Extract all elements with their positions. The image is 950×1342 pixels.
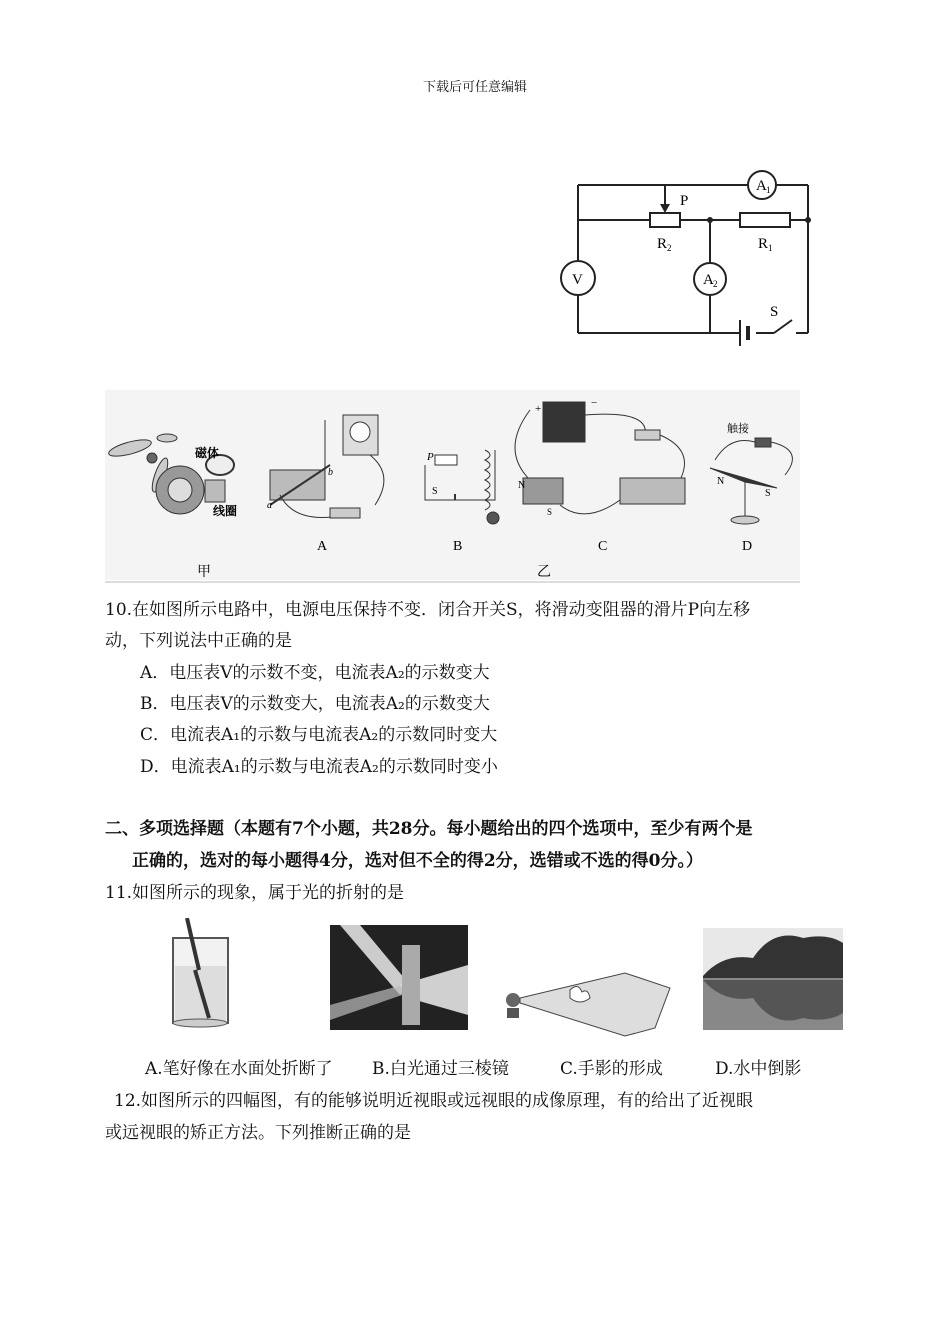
svg-text:1: 1 [768, 243, 773, 253]
label-jia: 甲 [197, 565, 211, 580]
svg-text:S: S [765, 488, 771, 499]
label-b: B [453, 539, 463, 554]
svg-text:N: N [518, 480, 526, 491]
label-r2: R [657, 236, 668, 252]
section2-heading-line2: 正确的，选对的每小题得4分，选对但不全的得2分，选错或不选的得0分。） [132, 851, 703, 871]
q11-option-a: A.笔好像在水面处折断了 [145, 1059, 333, 1079]
q10-option-c: C．电流表A₁的示数与电流表A₂的示数同时变大 [140, 725, 498, 745]
slider-arrow-icon [660, 204, 670, 213]
switch-s [774, 320, 792, 333]
q11-figure-b-prism [330, 925, 468, 1030]
resistor-r2 [650, 213, 680, 227]
q11-option-b: B.白光通过三棱镜 [372, 1059, 509, 1079]
svg-text:N: N [717, 476, 725, 487]
svg-text:线圈: 线圈 [213, 504, 238, 518]
devices-figure [105, 390, 800, 585]
q10-option-b: B．电压表V的示数变大，电流表A₂的示数变大 [140, 694, 490, 714]
label-r1: R [758, 236, 769, 252]
q11-option-c: C.手影的形成 [560, 1059, 663, 1079]
svg-text:2: 2 [713, 279, 718, 289]
svg-text:1: 1 [766, 185, 771, 195]
svg-text:+: + [535, 403, 542, 415]
page-header: 下载后可任意编辑 [422, 80, 527, 95]
q11-figure-a-pen-in-glass [165, 918, 235, 1028]
q12-stem-line2: 或远视眼的矫正方法。下列推断正确的是 [105, 1123, 411, 1143]
circuit-diagram [560, 160, 820, 360]
label-a1: A [756, 178, 767, 194]
svg-text:S: S [547, 507, 553, 517]
svg-text:P: P [427, 451, 434, 463]
q11-option-d: D.水中倒影 [715, 1059, 802, 1079]
label-c: C [598, 539, 608, 554]
label-v: V [572, 272, 583, 288]
label-p: P [680, 193, 689, 209]
section2-heading-line1: 二、多项选择题（本题有7个小题，共28分。每小题给出的四个选项中，至少有两个是 [105, 819, 753, 839]
q10-stem-line2: 动，下列说法中正确的是 [105, 631, 292, 651]
label-d: D [742, 539, 753, 554]
q12-stem-line1: 12.如图所示的四幅图，有的能够说明近视眼或远视眼的成像原理，有的给出了近视眼 [114, 1091, 754, 1111]
q11-stem: 11.如图所示的现象，属于光的折射的是 [105, 883, 405, 903]
label-s: S [770, 304, 779, 320]
svg-text:磁体: 磁体 [195, 446, 220, 460]
q11-figure-c-hand-shadow [495, 968, 675, 1038]
svg-text:−: − [591, 397, 598, 409]
svg-text:a: a [267, 500, 272, 511]
label-a2: A [703, 272, 714, 288]
resistor-r1 [740, 213, 790, 227]
svg-text:b: b [328, 467, 333, 478]
svg-text:S: S [432, 486, 438, 497]
q10-option-d: D．电流表A₁的示数与电流表A₂的示数同时变小 [140, 757, 498, 777]
label-a: A [317, 539, 328, 554]
svg-text:触接: 触接 [727, 423, 749, 435]
q10-stem-line1: 10.在如图所示电路中，电源电压保持不变．闭合开关S，将滑动变阻器的滑片P向左移 [105, 600, 751, 620]
svg-text:2: 2 [667, 243, 672, 253]
q10-option-a: A．电压表V的示数不变，电流表A₂的示数变大 [140, 663, 490, 683]
label-yi: 乙 [537, 565, 551, 580]
q11-figure-d-reflection [703, 928, 843, 1030]
